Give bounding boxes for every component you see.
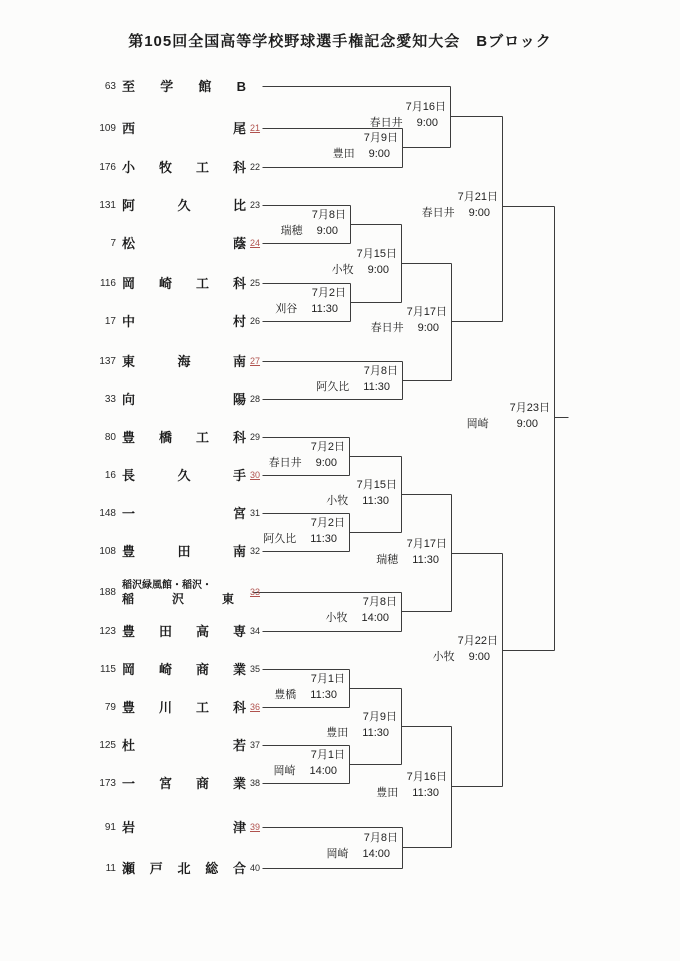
team-name: 豊 田 南 xyxy=(122,543,246,559)
match-label xyxy=(287,479,397,508)
match-number-link[interactable]: 30 xyxy=(250,470,261,480)
match-date: 7月8日 xyxy=(311,209,346,221)
match-time: 9:00 xyxy=(315,457,337,469)
team-row xyxy=(80,860,268,876)
match-number: 25 xyxy=(250,278,261,288)
match-label xyxy=(235,673,345,702)
match-date: 7月17日 xyxy=(406,538,447,550)
match-label xyxy=(388,191,498,220)
match-date: 7月9日 xyxy=(363,132,398,144)
team-name: 一 宮 xyxy=(122,505,246,521)
match-venue: 豊田 xyxy=(326,727,349,739)
match-date: 7月1日 xyxy=(310,673,345,685)
match-number-link[interactable]: 21 xyxy=(250,123,261,133)
team-row xyxy=(80,577,268,607)
match-time: 9:00 xyxy=(417,322,439,334)
match-time: 14:00 xyxy=(361,612,389,624)
match-date: 7月23日 xyxy=(509,402,550,414)
team-name: 西 尾 xyxy=(122,120,246,136)
match-time: 11:30 xyxy=(310,533,337,545)
team-row xyxy=(80,159,268,175)
team-row xyxy=(80,120,268,136)
team-seed: 148 xyxy=(99,507,116,519)
team-seed: 79 xyxy=(104,701,116,713)
match-label xyxy=(235,749,345,778)
match-number: 34 xyxy=(250,626,261,636)
match-date: 7月16日 xyxy=(406,771,447,783)
match-venue: 阿久比 xyxy=(263,533,297,545)
match-date: 7月8日 xyxy=(363,365,398,377)
match-venue: 小牧 xyxy=(325,612,348,624)
team-name: 向 陽 xyxy=(122,391,246,407)
team-seed: 80 xyxy=(104,431,116,443)
match-venue: 刈谷 xyxy=(275,303,298,315)
match-number-link[interactable]: 24 xyxy=(250,238,261,248)
team-seed: 7 xyxy=(110,237,116,249)
team-name xyxy=(122,579,246,606)
match-label xyxy=(235,517,345,546)
match-venue: 瑞穂 xyxy=(280,225,303,237)
match-number-link[interactable]: 33 xyxy=(250,587,261,597)
match-venue: 岡崎 xyxy=(466,418,489,430)
match-venue: 小牧 xyxy=(432,651,455,663)
match-time: 9:00 xyxy=(468,207,490,219)
match-venue: 春日井 xyxy=(268,457,302,469)
match-number: 26 xyxy=(250,316,261,326)
match-label xyxy=(337,771,447,800)
team-name: 松 蔭 xyxy=(122,235,246,251)
team-name: 岩 津 xyxy=(122,819,246,835)
team-name: 瀬 戸 北 総 合 xyxy=(122,860,246,876)
match-number: 22 xyxy=(250,162,261,172)
match-number: 40 xyxy=(250,863,261,873)
match-label xyxy=(337,306,447,335)
match-label xyxy=(287,596,397,625)
team-seed: 63 xyxy=(104,80,116,92)
team-name: 東 海 南 xyxy=(122,353,246,369)
match-label xyxy=(236,287,346,316)
match-time: 11:30 xyxy=(412,554,439,566)
match-number: 29 xyxy=(250,432,261,442)
team-seed: 108 xyxy=(99,545,116,557)
team-row xyxy=(80,78,268,94)
match-date: 7月9日 xyxy=(362,711,397,723)
team-seed: 137 xyxy=(99,355,116,367)
team-seed: 188 xyxy=(99,586,116,598)
match-date: 7月15日 xyxy=(356,479,397,491)
team-name: 至 学 館 B xyxy=(122,78,246,94)
match-number: 38 xyxy=(250,778,261,788)
match-number: 35 xyxy=(250,664,261,674)
team-name-line1: 稲沢緑風館・稲沢・ xyxy=(122,579,212,591)
team-seed: 176 xyxy=(99,161,116,173)
match-time: 11:30 xyxy=(362,727,389,739)
team-seed: 116 xyxy=(100,277,116,289)
team-name: 杜 若 xyxy=(122,737,246,753)
match-date: 7月8日 xyxy=(363,832,398,844)
match-time: 11:30 xyxy=(363,381,390,393)
team-name: 一 宮 商 業 xyxy=(122,775,246,791)
match-label xyxy=(287,248,397,277)
match-time: 9:00 xyxy=(368,148,390,160)
match-time: 9:00 xyxy=(516,418,538,430)
team-seed: 17 xyxy=(104,315,116,327)
team-name: 小 牧 工 科 xyxy=(122,159,246,175)
match-number: 31 xyxy=(250,508,261,518)
match-label xyxy=(288,365,398,394)
match-date: 7月15日 xyxy=(356,248,397,260)
match-label xyxy=(337,538,447,567)
match-label xyxy=(336,101,446,130)
match-date: 7月2日 xyxy=(310,441,345,453)
match-date: 7月16日 xyxy=(405,101,446,113)
team-seed: 173 xyxy=(99,777,116,789)
match-label xyxy=(388,635,498,664)
team-name: 豊 川 工 科 xyxy=(122,699,246,715)
team-seed: 115 xyxy=(100,663,116,675)
match-date: 7月1日 xyxy=(310,749,345,761)
match-time: 11:30 xyxy=(362,495,389,507)
team-name: 中 村 xyxy=(122,313,246,329)
match-date: 7月8日 xyxy=(362,596,397,608)
match-number: 23 xyxy=(250,200,261,210)
match-number-link[interactable]: 36 xyxy=(250,702,261,712)
team-seed: 91 xyxy=(104,821,116,833)
match-date: 7月21日 xyxy=(457,191,498,203)
match-label xyxy=(288,832,398,861)
team-seed: 33 xyxy=(104,393,116,405)
match-date: 7月2日 xyxy=(310,517,345,529)
team-name: 豊 田 高 専 xyxy=(122,623,246,639)
match-venue: 春日井 xyxy=(370,322,404,334)
match-label xyxy=(288,132,398,161)
match-label xyxy=(287,711,397,740)
match-venue: 春日井 xyxy=(421,207,455,219)
team-name: 豊 橋 工 科 xyxy=(122,429,246,445)
match-time: 9:00 xyxy=(468,651,490,663)
match-time: 9:00 xyxy=(416,117,438,129)
match-venue: 阿久比 xyxy=(316,381,350,393)
team-row xyxy=(80,391,268,407)
match-time: 9:00 xyxy=(367,264,389,276)
match-number-link[interactable]: 39 xyxy=(250,822,261,832)
team-seed: 11 xyxy=(105,862,116,874)
match-label xyxy=(235,441,345,470)
match-venue: 豊橋 xyxy=(274,689,297,701)
match-venue: 豊田 xyxy=(376,787,399,799)
match-number-link[interactable]: 27 xyxy=(250,356,261,366)
team-seed: 131 xyxy=(99,199,116,211)
team-seed: 109 xyxy=(99,122,116,134)
team-seed: 16 xyxy=(104,469,116,481)
match-venue: 春日井 xyxy=(369,117,403,129)
match-date: 7月2日 xyxy=(311,287,346,299)
team-row xyxy=(80,353,268,369)
match-time: 9:00 xyxy=(316,225,338,237)
team-row xyxy=(80,623,268,639)
match-time: 11:30 xyxy=(412,787,439,799)
match-time: 14:00 xyxy=(309,765,337,777)
match-label xyxy=(236,209,346,238)
team-name: 岡 崎 工 科 xyxy=(122,275,246,291)
match-number: 37 xyxy=(250,740,261,750)
match-venue: 豊田 xyxy=(332,148,355,160)
match-number: 32 xyxy=(250,546,261,556)
match-time: 11:30 xyxy=(310,689,337,701)
final-match-label xyxy=(440,402,550,431)
team-name: 岡 崎 商 業 xyxy=(122,661,246,677)
team-seed: 123 xyxy=(99,625,116,637)
match-date: 7月17日 xyxy=(406,306,447,318)
match-venue: 瑞穂 xyxy=(376,554,399,566)
match-venue: 小牧 xyxy=(331,264,354,276)
team-name: 阿 久 比 xyxy=(122,197,246,213)
match-venue: 岡崎 xyxy=(273,765,296,777)
team-row xyxy=(80,819,268,835)
match-time: 14:00 xyxy=(362,848,390,860)
team-name: 長 久 手 xyxy=(122,467,246,483)
match-time: 11:30 xyxy=(311,303,338,315)
match-venue: 小牧 xyxy=(326,495,349,507)
team-seed: 125 xyxy=(99,739,116,751)
team-name-line2: 稲 沢 東 xyxy=(122,591,234,606)
match-venue: 岡崎 xyxy=(326,848,349,860)
page-title: 第105回全国高等学校野球選手権記念愛知大会 Bブロック xyxy=(128,33,552,50)
match-number: 28 xyxy=(250,394,261,404)
match-date: 7月22日 xyxy=(457,635,498,647)
